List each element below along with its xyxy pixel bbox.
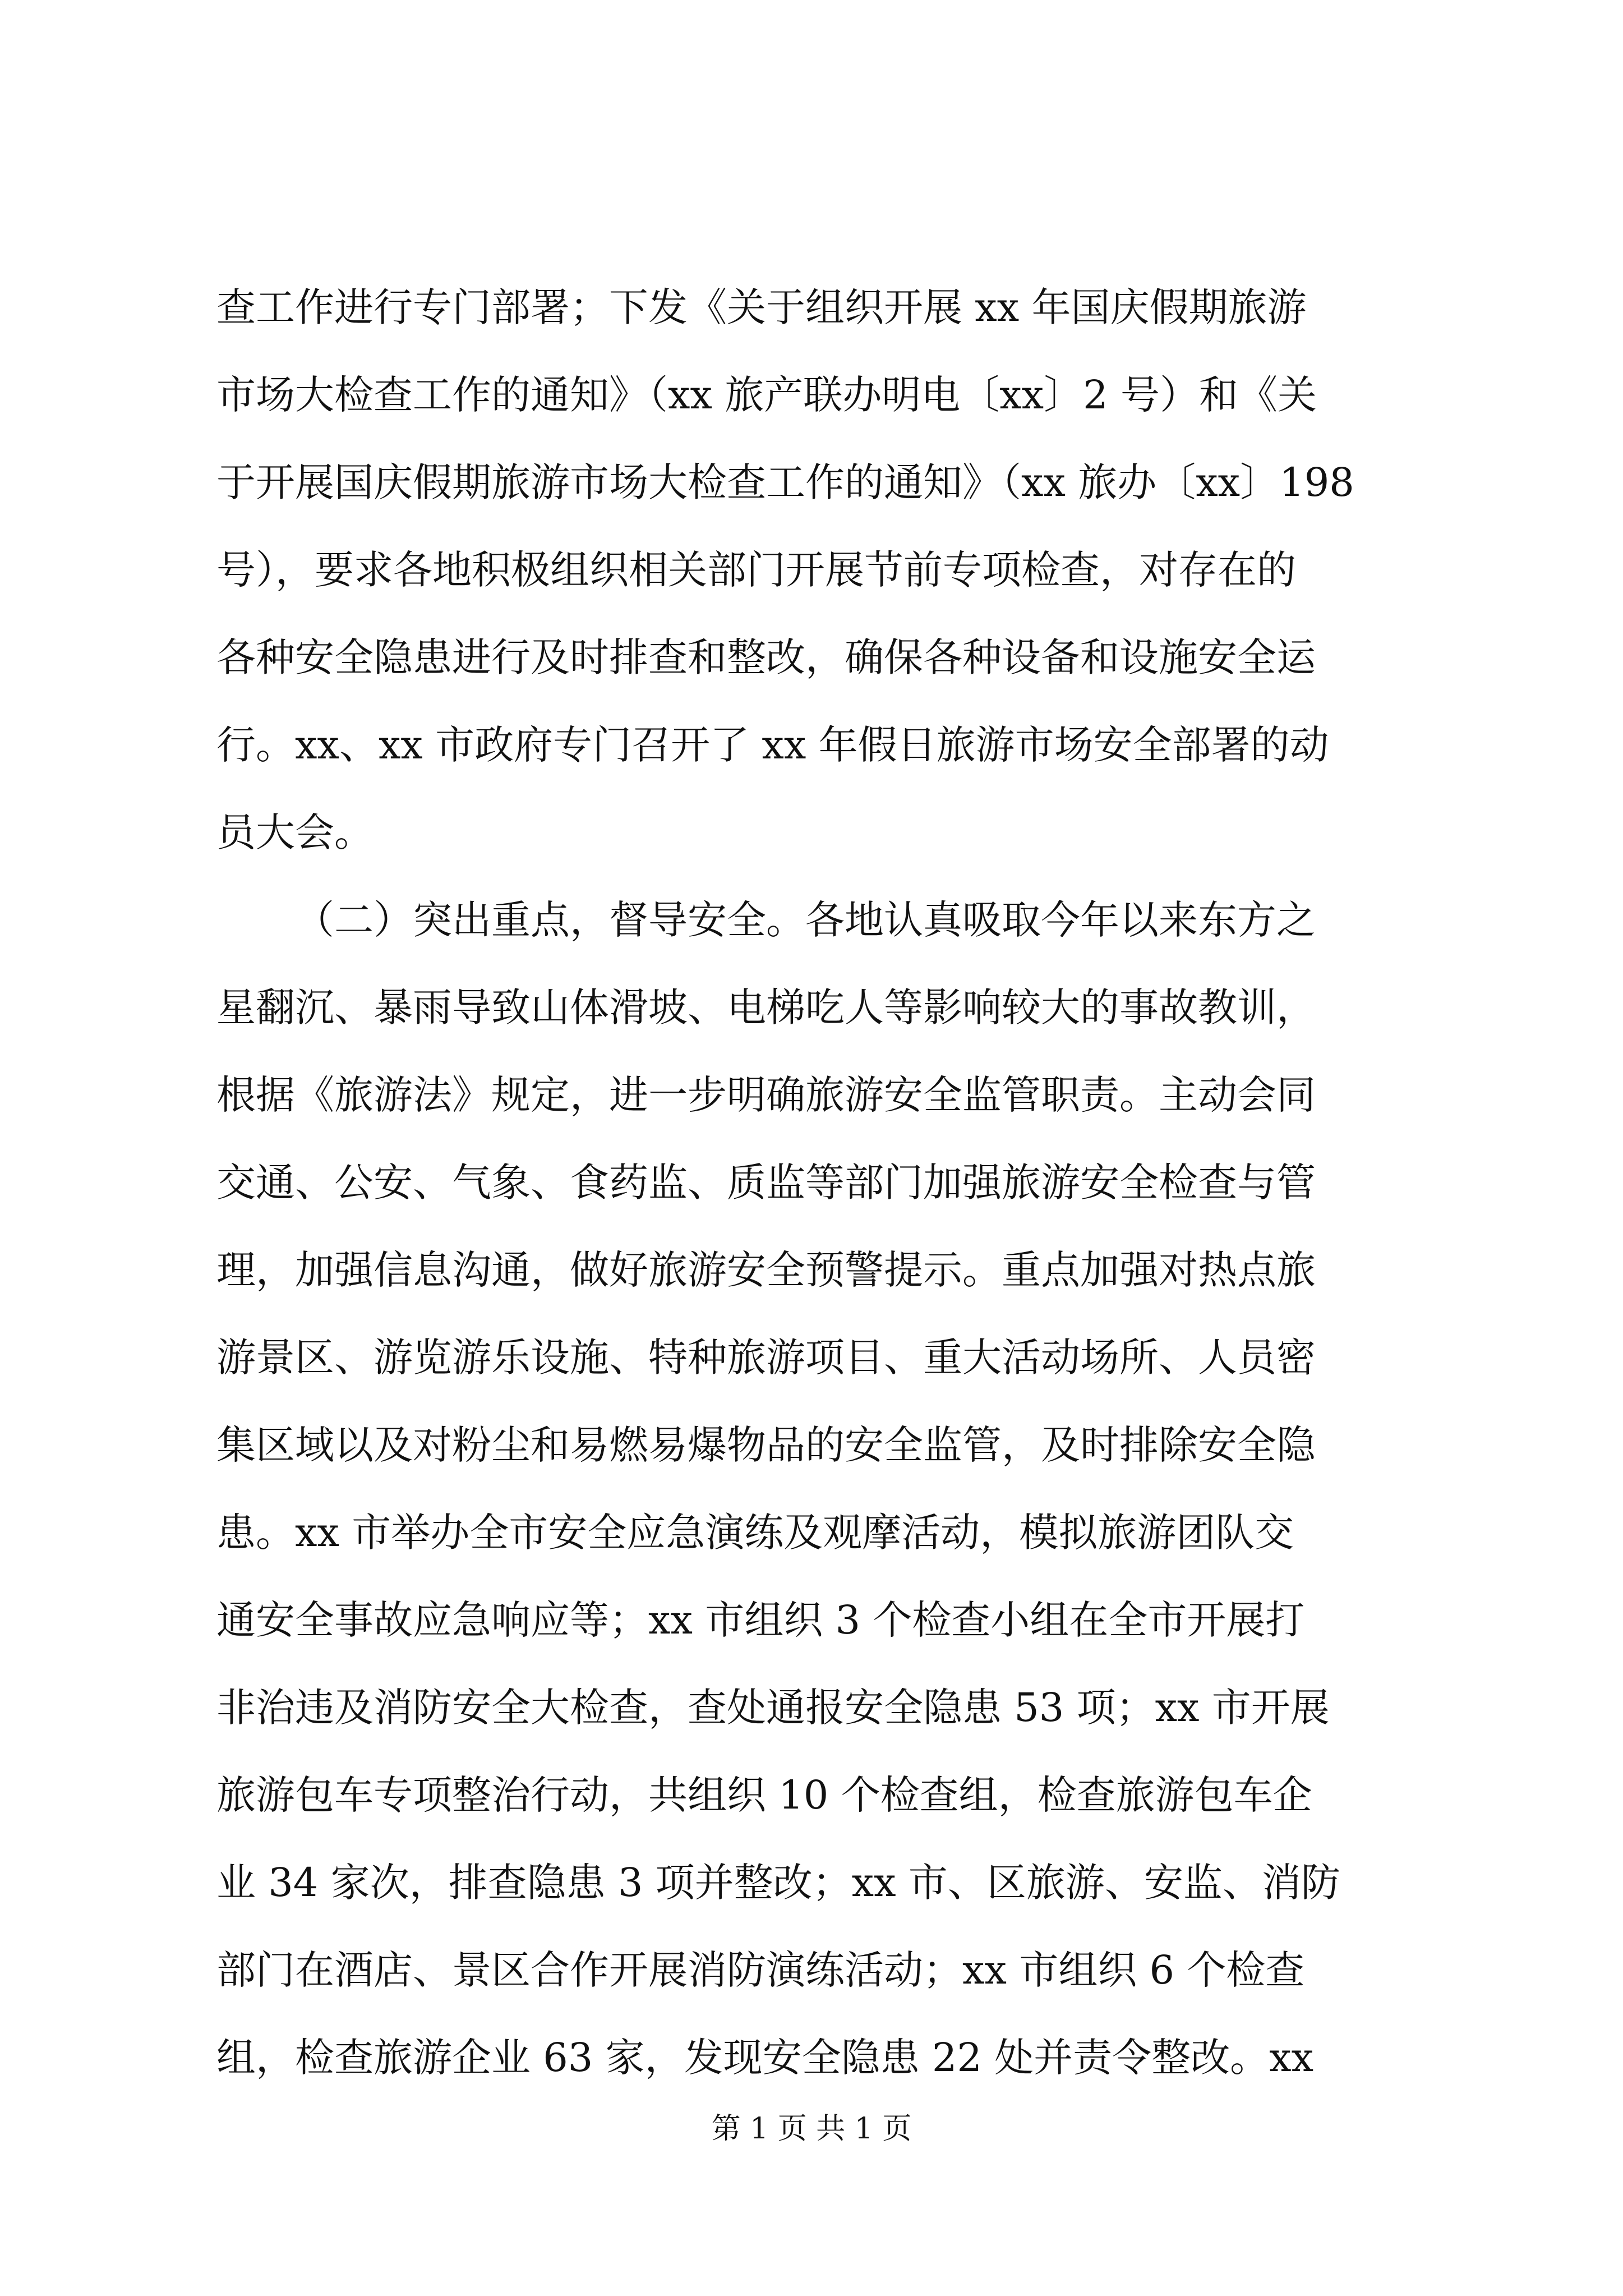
page-footer: 第 1 页 共 1 页: [711, 2112, 912, 2146]
document-body: [216, 264, 1417, 2101]
text-line: 理，加强信息沟通，做好旅游安全预警提示。重点加强对热点旅: [216, 1247, 1316, 1293]
text-line: 各种安全隐患进行及时排查和整改，确保各种设备和设施安全运: [216, 634, 1316, 680]
text-line: 非治违及消防安全大检查，查处通报安全隐患 53 项；xx 市开展: [216, 1685, 1330, 1731]
text-line: 组，检查旅游企业 63 家，发现安全隐患 22 处并责令整改。xx: [216, 2035, 1314, 2081]
text-line: 星翻沉、暴雨导致山体滑坡、电梯吃人等影响较大的事故教训，: [216, 984, 1316, 1030]
text-line: 通安全事故应急响应等；xx 市组织 3 个检查小组在全市开展打: [216, 1597, 1305, 1643]
text-line: 于开展国庆假期旅游市场大检查工作的通知》（xx 旅办〔xx〕198: [216, 459, 1354, 505]
text-line: 号），要求各地积极组织相关部门开展节前专项检查，对存在的: [216, 547, 1296, 593]
text-line: 游景区、游览游乐设施、特种旅游项目、重大活动场所、人员密: [216, 1335, 1316, 1381]
text-line: 查工作进行专门部署；下发《关于组织开展 xx 年国庆假期旅游: [216, 284, 1307, 330]
text-line: 集区域以及对粉尘和易燃易爆物品的安全监管，及时排除安全隐: [216, 1422, 1316, 1468]
text-line: 旅游包车专项整治行动，共组织 10 个检查组，检查旅游包车企: [216, 1772, 1312, 1818]
section-heading-line: （二）突出重点，督导安全。各地认真吸取今年以来东方之: [295, 897, 1316, 943]
text-line: 员大会。: [216, 809, 374, 855]
text-line: 行。xx、xx 市政府专门召开了 xx 年假日旅游市场安全部署的动: [216, 722, 1329, 768]
text-line: 根据《旅游法》规定，进一步明确旅游安全监管职责。主动会同: [216, 1072, 1316, 1118]
text-line: 患。xx 市举办全市安全应急演练及观摩活动，模拟旅游团队交: [216, 1510, 1294, 1556]
text-line: 市场大检查工作的通知》（xx 旅产联办明电〔xx〕2 号）和《关: [216, 372, 1317, 418]
text-line: 部门在酒店、景区合作开展消防演练活动；xx 市组织 6 个检查: [216, 1947, 1305, 1993]
text-line: 业 34 家次，排查隐患 3 项并整改；xx 市、区旅游、安监、消防: [216, 1860, 1340, 1906]
text-line: 交通、公安、气象、食药监、质监等部门加强旅游安全检查与管: [216, 1159, 1316, 1205]
